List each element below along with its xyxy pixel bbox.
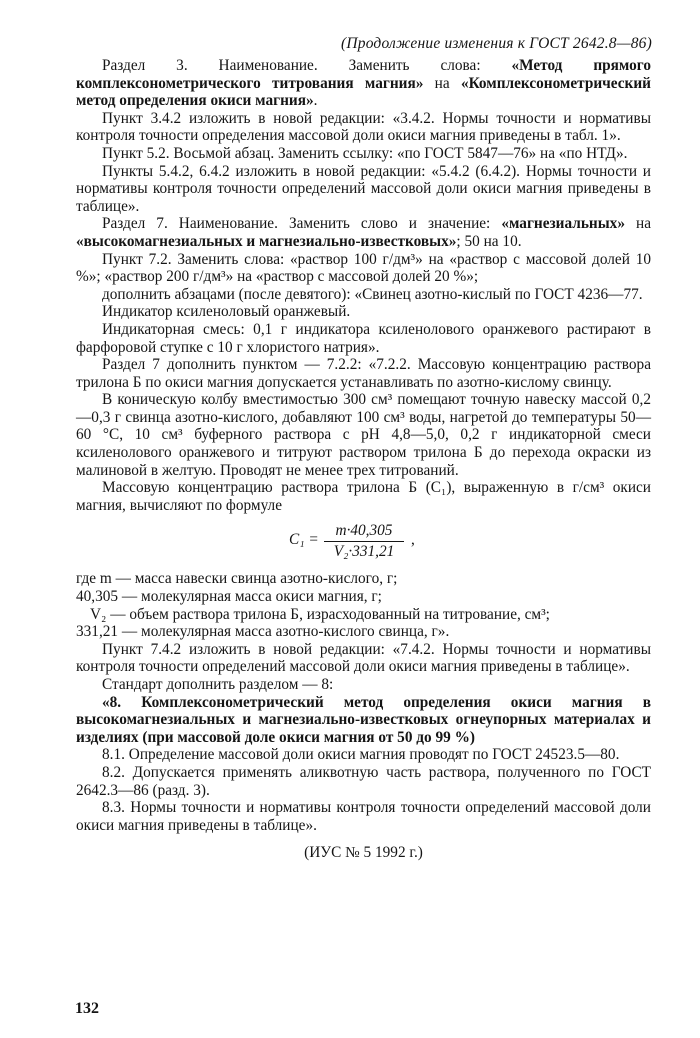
paragraph: Раздел 7 дополнить пунктом — 7.2.2: «7.2.2. Массовую концентрацию раствора трилона Б по окиси магния допускается устанавливать по азотно-кислому свинцу.: [76, 356, 651, 391]
page-number: 132: [75, 1000, 99, 1017]
text-run: Раздел 7. Наименование. Заменить слово и значение:: [102, 215, 502, 233]
paragraph: Пункт 5.2. Восьмой абзац. Заменить ссылку: «по ГОСТ 5847—76» на «по НТД».: [102, 144, 628, 162]
formula-denominator: V₂·331,21: [333, 543, 395, 561]
paragraph: [76, 215, 651, 250]
formula-trail: ,: [411, 531, 415, 549]
paragraph: 8.2. Допускается применять аликвотную часть раствора, полученного по ГОСТ 2642.3—86 (разд. 3).: [76, 763, 651, 799]
paragraph: Пункты 5.4.2, 6.4.2 изложить в новой редакции: «5.4.2 (6.4.2). Нормы точности и нормативы контроля точности определений массовой доли окиси магния приведены в таблице».: [76, 162, 651, 215]
text-run: Раздел 3. Наименование. Заменить слова:: [102, 57, 512, 74]
paragraph: 8.1. Определение массовой доли окиси магния проводят по ГОСТ 24523.5—80.: [102, 746, 620, 764]
quoted-title: «Метод прямого комплексонометрического титрования магния»: [76, 57, 651, 92]
source-reference: (ИУС № 5 1992 г.): [304, 844, 423, 862]
paragraph: Стандарт дополнить разделом — 8:: [102, 676, 334, 693]
document-body: [76, 57, 651, 862]
paragraph: Пункт 7.2. Заменить слова: «раствор 100 г/дм³» на «раствор с массовой долей 10 %»; «раствор 200 г/дм³» на «раствор с массовой долей 20 %»;: [76, 250, 651, 286]
paragraph: дополнить абзацами (после девятого): «Свинец азотно-кислый по ГОСТ 4236—77.: [102, 285, 643, 303]
definition-line: 40,305 — молекулярная масса окиси магния, г;: [76, 588, 382, 606]
formula-lhs: C₁ =: [289, 531, 319, 549]
text-run: на: [624, 215, 651, 233]
text-run: ; 50 на 10.: [456, 232, 522, 250]
paragraph: Индикаторная смесь: 0,1 г индикатора ксиленолового оранжевого растирают в фарфоровой ступке с 10 г хлористого натрия».: [76, 320, 651, 356]
paragraph: [76, 57, 651, 110]
quoted-title: «Комплексонометрический метод определения окиси магния»: [76, 74, 651, 110]
paragraph: В коническую колбу вместимостью 300 см³ помещают точную навеску массой 0,2—0,3 г свинца азотно-кислого, добавляют 100 см³ воды, нагретой до температуры 50—60 °С, 10 см³ буферного раствора с рН 4,8—5,0, 0,2 г индикаторной смеси ксиленолового оранжевого и титруют раствором трилона Б до перехода окраски из малиновой в желтую. Проводят не менее трех титрований.: [76, 391, 651, 479]
paragraph: Пункт 3.4.2 изложить в новой редакции: «3.4.2. Нормы точности и нормативы контроля точности определения массовой доли окиси магния приведены в табл. 1».: [76, 109, 651, 145]
paragraph: 8.3. Нормы точности и нормативы контроля точности определений массовой доли окиси магния приведены в таблице».: [76, 799, 651, 834]
section-8-title: «8. Комплексонометрический метод определения окиси магния в высокомагнезиальных и магнезиально-известковых огнеупорных материалах и изделиях (при массовой доле окиси магния от 50 до 99 %): [76, 693, 651, 746]
formula-numerator: m·40,305: [324, 522, 404, 542]
text-run: на: [423, 74, 461, 92]
definition-line: V₂ — объем раствора трилона Б, израсходованный на титрование, см³;: [90, 605, 550, 623]
formula-fraction: [324, 522, 404, 560]
definition-line: 331,21 — молекулярная масса азотно-кислого свинца, г».: [76, 623, 450, 641]
paragraph: Индикатор ксиленоловый оранжевый.: [102, 303, 351, 321]
definition-line: где m — масса навески свинца азотно-кислого, г;: [76, 570, 398, 588]
paragraph: Массовую концентрацию раствора трилона Б (С₁), выраженную в г/см³ окиси магния, вычисляют по формуле: [76, 479, 651, 514]
formula: [76, 522, 651, 560]
paragraph: Пункт 7.4.2 изложить в новой редакции: «7.4.2. Нормы точности и нормативы контроля точности определений массовой доли окиси магния приведены в таблице».: [76, 640, 651, 676]
quoted-word: «высокомагнезиальных и магнезиально-известковых»: [76, 232, 457, 250]
text-run: .: [313, 92, 318, 110]
quoted-word: «магнезиальных»: [501, 215, 625, 233]
running-header: (Продолжение изменения к ГОСТ 2642.8—86): [340, 35, 652, 52]
